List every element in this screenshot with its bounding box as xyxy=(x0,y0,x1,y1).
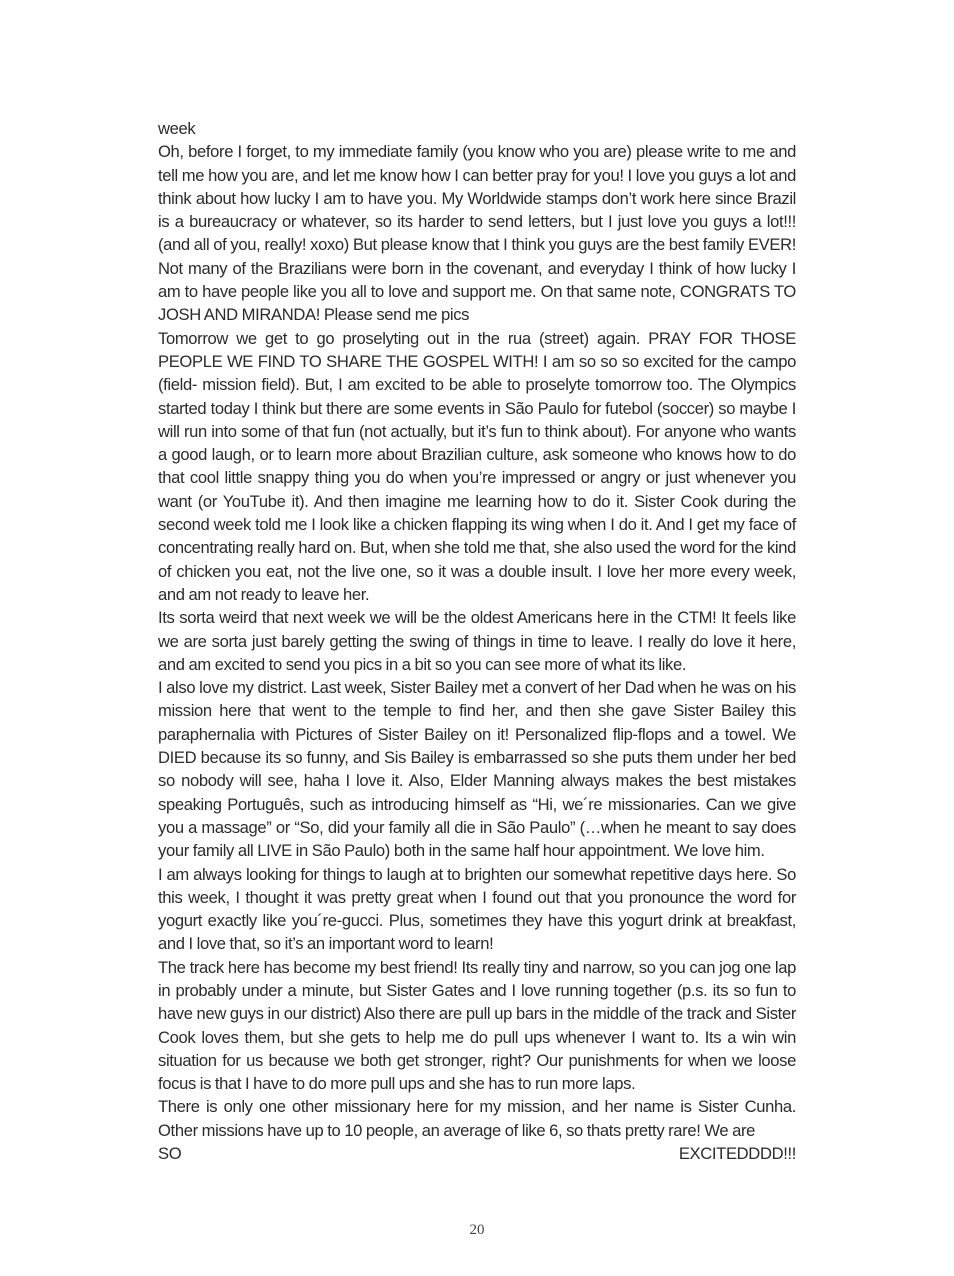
paragraph-district: I also love my district. Last week, Sister Bailey met a convert of her Dad when he was on his mission here that went to the temple to find her, and then she gave Sister Bailey this paraphernalia with Pictures of Sister Bailey on it! Personalized flip-flops and a towel. We DIED because its so funny, and Sis Bailey is embarrassed so she puts them under her bed so nobody will see, haha I love it. Also, Elder Manning always makes the best mistakes speaking Português, such as introducing himself as “Hi, we´re missionaries. Can we give you a massage” or “So, did your family all die in São Paulo” (…when he meant to say does your family all LIVE in São Paulo) both in the same half hour appointment. We love him. xyxy=(158,678,796,861)
paragraph-proselyting: Tomorrow we get to go proselyting out in the rua (street) again. PRAY FOR THOSE PEOPLE WE FIND TO SHARE THE GOSPEL WITH! I am so so so excited for the campo (field- mission field). But, I am excited to be able to proselyte tomorrow too. The Olympics started today I think but there are some events in São Paulo for futebol (soccer) so maybe I will run into some of that fun (not actually, but it’s fun to think about). For anyone who wants a good laugh, or to learn more about Brazilian culture, ask someone who knows how to do that cool little snappy thing you do when you’re impressed or angry or just whenever you want (or YouTube it). And then imagine me learning how to do it. Sister Cook during the second week told me I look like a chicken flapping its wing when I do it. And I get my face of concentrating really hard on. But, when she told me that, she also used the word for the kind of chicken you eat, not the live one, so it was a double insult. I love her more every week, and am not ready to leave her. xyxy=(158,328,796,604)
final-line-right: EXCITEDDDD!!! xyxy=(678,1144,796,1164)
paragraph-track: The track here has become my best friend! Its really tiny and narrow, so you can jog one lap in probably under a minute, but Sister Gates and I love running together (p.s. its so fun to have new guys in our district) Also there are pull up bars in the middle of the track and Sister Cook loves them, but she gets to help me do pull ups whenever I want to. Its a win win situation for us because we both get stronger, right? Our punishments for when we loose focus is that I have to do more pull ups and she has to run more laps. xyxy=(158,957,796,1094)
paragraph-mission: There is only one other missionary here for my mission, and her name is Sister Cunha. Other missions have up to 10 people, an average of like 6, so thats pretty rare! We are xyxy=(158,1097,796,1140)
paragraph-yogurt: I am always looking for things to laugh at to brighten our somewhat repetitive days here. So this week, I thought it was pretty great when I found out that you pronounce the word for yogurt exactly like you´re-gucci. Plus, sometimes they have this yogurt drink at breakfast, and I love that, so it’s an important word to learn! xyxy=(158,864,796,954)
paragraph-ctm: Its sorta weird that next week we will be the oldest Americans here in the CTM! It feels like we are sorta just barely getting the swing of things in time to leave. I really do love it here, and am excited to send you pics in a bit so you can see more of what its like. xyxy=(158,608,796,674)
document-body xyxy=(158,117,796,1165)
paragraph-family: Oh, before I forget, to my immediate family (you know who you are) please write to me and tell me how you are, and let me know how I can better pray for you! I love you guys a lot and think about how lucky I am to have you. My Worldwide stamps don’t work here since Brazil is a bureaucracy or whatever, so its harder to send letters, but I just love you guys a lot!!! (and all of you, really! xoxo) But please know that I think you guys are the best family EVER! Not many of the Brazilians were born in the covenant, and everyday I think of how lucky I am to have people like you all to love and support me. On that same note, CONGRATS TO JOSH AND MIRANDA! Please send me pics xyxy=(158,142,796,325)
page-number: 20 xyxy=(469,1222,485,1238)
final-line xyxy=(158,1142,796,1165)
final-line-left: SO xyxy=(158,1144,182,1164)
paragraph-week: week xyxy=(158,119,196,138)
